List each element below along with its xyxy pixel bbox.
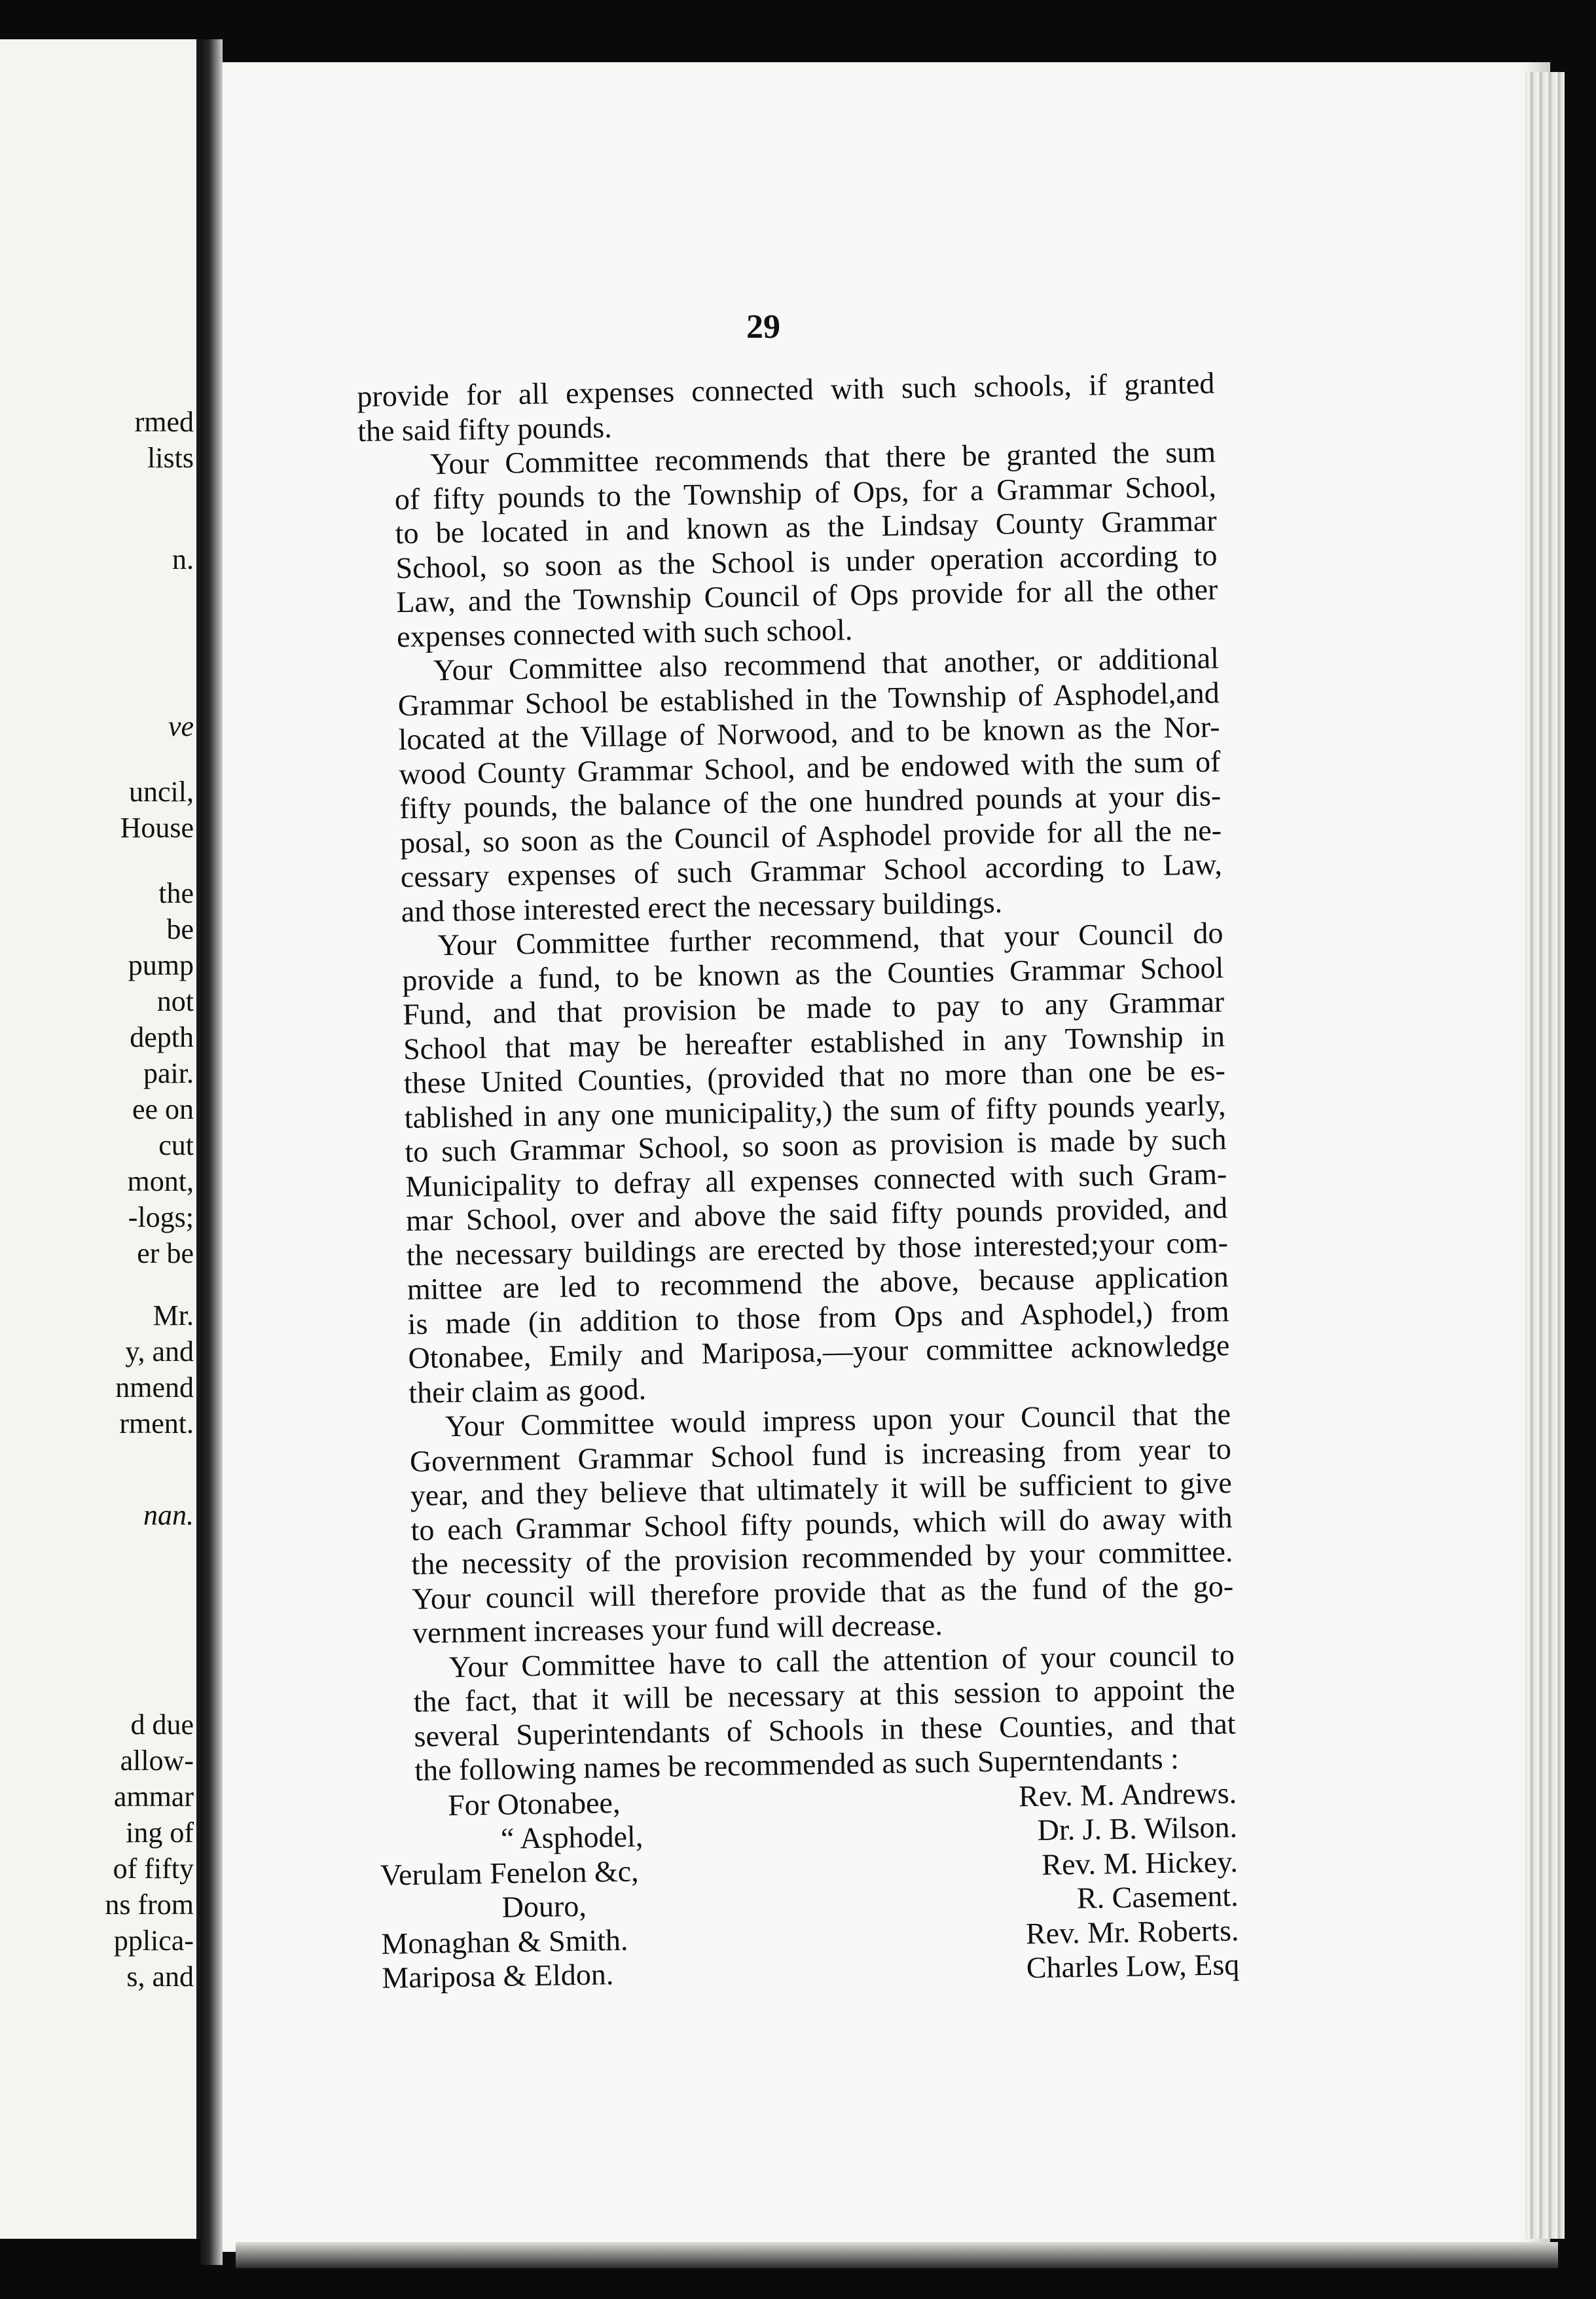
facing-page-text-fragment: ee on [132,1093,194,1125]
book-gutter [200,39,223,2265]
facing-page-text-fragment: ve [168,710,194,742]
paragraph [361,641,1223,930]
text-line: Your Committee recommends that there be granted the sum [429,435,1216,481]
text-line: mittee are led to recommend the above, because application [407,1259,1229,1306]
facing-page-text-fragment: allow- [120,1745,194,1777]
text-line: Grammar School be established in the Township of Asphodel,and [397,675,1220,722]
facing-page-text-fragment: the [158,877,194,909]
text-line: to each Grammar School fifty pounds, which will do away with [410,1500,1233,1547]
text-line: mar School, over and above the said fifty pounds provided, and [405,1191,1228,1237]
facing-page-text-fragment: not [156,985,194,1017]
text-line: the said fifty pounds. [357,410,612,448]
text-line: School that may be hereafter established in any Township in [403,1019,1225,1066]
text-line: vernment increases your fund will decrease. [412,1608,943,1650]
text-line: Your Committee further recommend, that your Council do [437,916,1224,962]
township-name: Douro, [501,1889,587,1924]
facing-page-text-fragment: y, and [125,1335,194,1367]
text-line: fifty pounds, the balance of the one hundred pounds at your dis- [399,778,1222,825]
text-line: the necessity of the provision recommended by your committee. [411,1534,1233,1581]
text-line: several Superintendants of Schools in these Counties, and that [414,1706,1236,1753]
text-line: their claim as good. [408,1371,647,1409]
facing-page-text-fragment: depth [130,1021,194,1053]
superintendent-name: Rev. M. Andrews. [1018,1775,1237,1813]
body-text [357,366,1240,2004]
text-line: is made (in addition to those from Ops and Asphodel,) from [407,1294,1229,1341]
text-line: the following names be recommended as such Superntendants : [414,1741,1180,1787]
text-line: to be located in and known as the Lindsay County Grammar [395,503,1217,551]
facing-page-text-fragment: -logs; [128,1201,194,1233]
facing-page-text-fragment: nan. [143,1499,194,1531]
text-line: these United Counties, (provided that no more than one be es- [403,1053,1226,1100]
township-name: “ Asphodel, [500,1819,644,1855]
text-line: expenses connected with such school. [396,612,853,653]
text-line: Municipality to defray all expenses connected with such Gram- [405,1156,1227,1203]
text-line: located at the Village of Norwood, and to be known as the Nor- [398,710,1220,757]
text-line: Your Committee have to call the attention of your council to [448,1637,1235,1684]
superintendent-name: Dr. J. B. Wilson. [1037,1810,1238,1847]
text-line: the necessary buildings are erected by those interested;your com- [406,1225,1229,1272]
facing-page-text-fragment: House [120,812,194,844]
text-line: Your Committee also recommend that another, or additional [433,641,1220,687]
facing-page-text-fragment: of fifty [113,1853,194,1885]
township-name: Mariposa & Eldon. [381,1957,614,1995]
paragraph [365,916,1230,1410]
facing-page-text-fragment: ns from [105,1889,194,1921]
text-line: year, and they believe that ultimately it will be sufficient to give [410,1466,1233,1512]
text-line: of fifty pounds to the Township of Ops, for a Grammar School, [394,469,1217,516]
facing-page-text-fragment: uncil, [129,776,194,808]
facing-page-text-fragment: mont, [127,1165,194,1197]
superintendent-name: Rev. Mr. Roberts. [1025,1913,1239,1950]
page-bottom-edge [236,2242,1558,2268]
text-line: cessary expenses of such Grammar School according to Law, [400,847,1223,894]
facing-page-text-fragment: er be [137,1237,194,1269]
text-line: provide a fund, to be known as the Counties Grammar School [402,950,1224,997]
text-line: to such Grammar School, so soon as provision is made by such [405,1122,1227,1168]
text-line: Your Committee would impress upon your Council that the [444,1397,1231,1443]
paragraph [358,435,1219,655]
superintendent-name: Charles Low, Esq [1026,1947,1240,1985]
text-line: posal, so soon as the Council of Asphodel provide for all the ne- [399,812,1222,860]
facing-page-text-fragment: ammar [113,1781,194,1813]
text-line: the fact, that it will be necessary at this session to appoint the [413,1672,1235,1718]
text-line: Otonabee, Emily and Mariposa,—your committee acknowledge [408,1328,1230,1375]
facing-page-text-fragment: cut [158,1129,194,1161]
township-name: For Otonabee, [447,1785,621,1822]
facing-page-text-fragment: s, and [126,1961,194,1993]
facing-page-text-fragment: lists [147,442,194,474]
superintendent-name: R. Casement. [1076,1879,1239,1915]
facing-page-text-fragment: be [166,913,194,945]
text-line: School, so soon as the School is under operation according to [395,537,1218,585]
township-name: Monaghan & Smith. [381,1923,628,1961]
paragraph [377,1638,1237,1789]
township-name: Verulam Fenelon &c, [380,1854,639,1892]
text-line: and those interested erect the necessary buildings. [401,885,1003,928]
text-line: provide for all expenses connected with such schools, if granted [357,366,1215,413]
text-line: Fund, and that provision be made to pay to any Grammar [402,985,1225,1032]
text-line: Law, and the Township Council of Ops provide for all the other [395,572,1218,619]
text-line: wood County Grammar School, and be endowed with the sum of [399,744,1221,791]
facing-page-text-fragment: d due [130,1709,194,1741]
facing-page-text-fragment: pair. [143,1057,194,1089]
facing-page-text-fragment: n. [172,543,194,575]
facing-page-text-fragment: nmend [115,1371,194,1403]
text-line: Your council will therefore provide that as the fund of the go- [411,1568,1234,1616]
facing-page-text-fragment: pplica- [113,1925,194,1957]
text-line: tablished in any one municipality,) the sum of fifty pounds yearly, [404,1087,1226,1134]
facing-page-text-fragment: ing of [126,1817,194,1849]
paragraph [357,366,1215,448]
facing-page-text-fragment: pump [128,949,194,981]
page-edges [1525,72,1565,2239]
facing-page-text-fragment: Mr. [153,1299,194,1331]
page-number: 29 [746,308,780,346]
facing-page-text-fragment: rmed [134,406,194,438]
text-line: Government Grammar School fund is increasing from year to [409,1431,1232,1478]
facing-page-fragment [0,39,200,2239]
facing-page-text-fragment: rment. [119,1407,194,1439]
paragraph [373,1397,1235,1651]
superintendent-name: Rev. M. Hickey. [1041,1844,1239,1881]
superintendents-list [379,1775,1240,2005]
